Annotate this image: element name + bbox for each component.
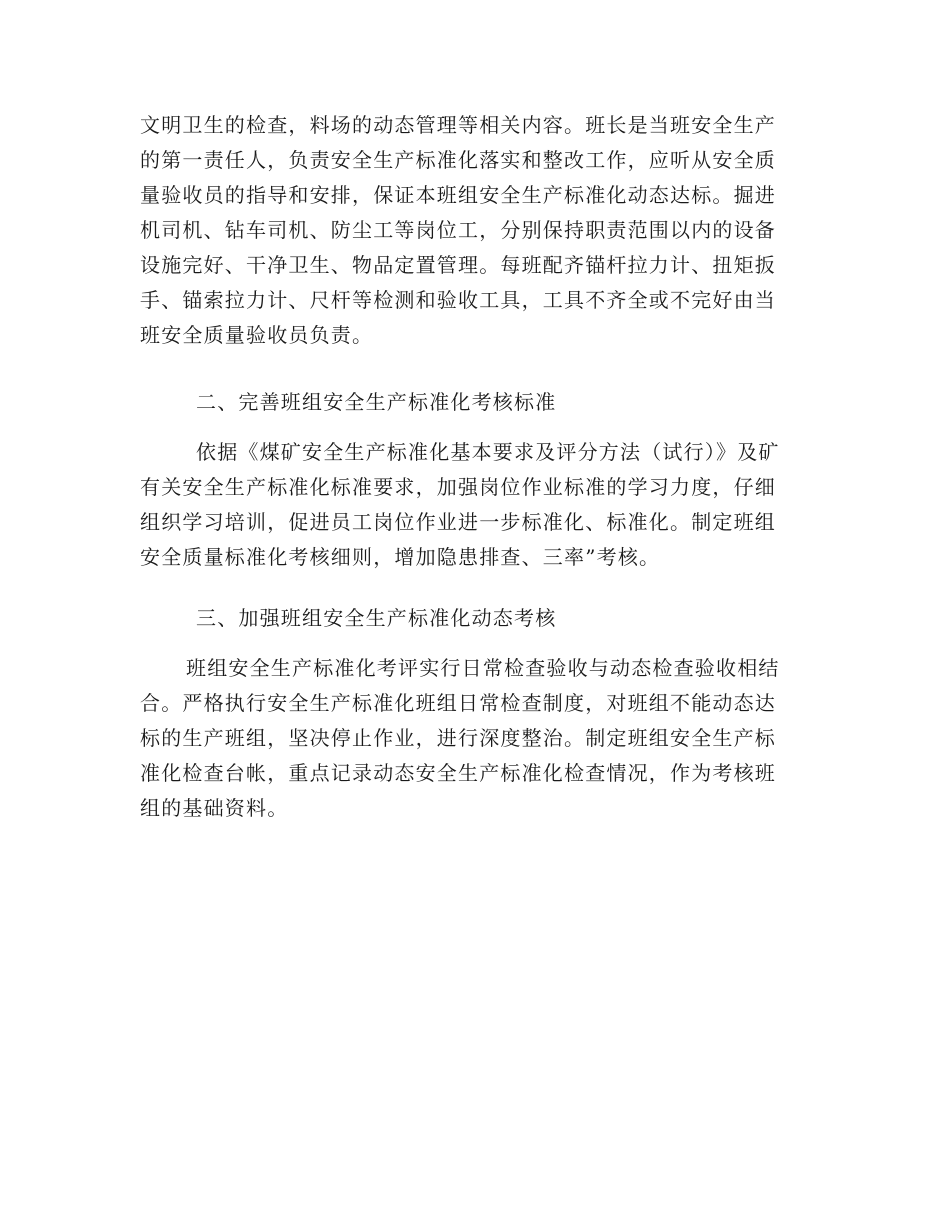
paragraph-1-line: 文明卫生的检查，料场的动态管理等相关内容。班长是当班安全生产	[140, 113, 776, 137]
paragraph-2-line: 安全质量标准化考核细则，增加隐患排查、三率”考核。	[140, 545, 661, 569]
paragraph-3-line: 准化检查台帐，重点记录动态安全生产标准化检查情况，作为考核班	[140, 761, 776, 785]
paragraph-2-line: 有关安全生产标准化标准要求，加强岗位作业标准的学习力度，仔细	[140, 475, 776, 499]
paragraph-1-line: 班安全质量验收员负责。	[140, 323, 374, 347]
paragraph-1-line: 机司机、钻车司机、防尘工等岗位工，分别保持职责范围以内的设备	[140, 218, 776, 242]
paragraph-3	[140, 651, 812, 826]
paragraph-1-line: 的第一责任人，负责安全生产标准化落实和整改工作，应听从安全质	[140, 148, 776, 172]
paragraph-3-line: 合。严格执行安全生产标准化班组日常检查制度，对班组不能动态达	[140, 691, 776, 715]
paragraph-3-line: 标的生产班组，坚决停止作业，进行深度整治。制定班组安全生产标	[140, 726, 776, 750]
paragraph-2-line: 依据《煤矿安全生产标准化基本要求及评分方法（试行）》及矿	[196, 440, 780, 464]
paragraph-2-line: 组织学习培训，促进员工岗位作业进一步标准化、标准化。制定班组	[140, 510, 776, 534]
paragraph-3-line: 班组安全生产标准化考评实行日常检查验收与动态检查验收相结	[186, 656, 780, 680]
paragraph-1-line: 量验收员的指导和安排，保证本班组安全生产标准化动态达标。掘进	[140, 183, 776, 207]
paragraph-3-line: 组的基础资料。	[140, 796, 289, 820]
paragraph-1-line: 手、锚索拉力计、尺杆等检测和验收工具，工具不齐全或不完好由当	[140, 288, 776, 312]
paragraph-1-line: 设施完好、干净卫生、物品定置管理。每班配齐锚杆拉力计、扭矩扳	[140, 253, 776, 277]
section-heading-2: 二、完善班组安全生产标准化考核标准	[196, 390, 557, 414]
paragraph-2	[140, 435, 812, 575]
section-heading-3: 三、加强班组安全生产标准化动态考核	[196, 606, 557, 630]
paragraph-1	[140, 108, 812, 353]
